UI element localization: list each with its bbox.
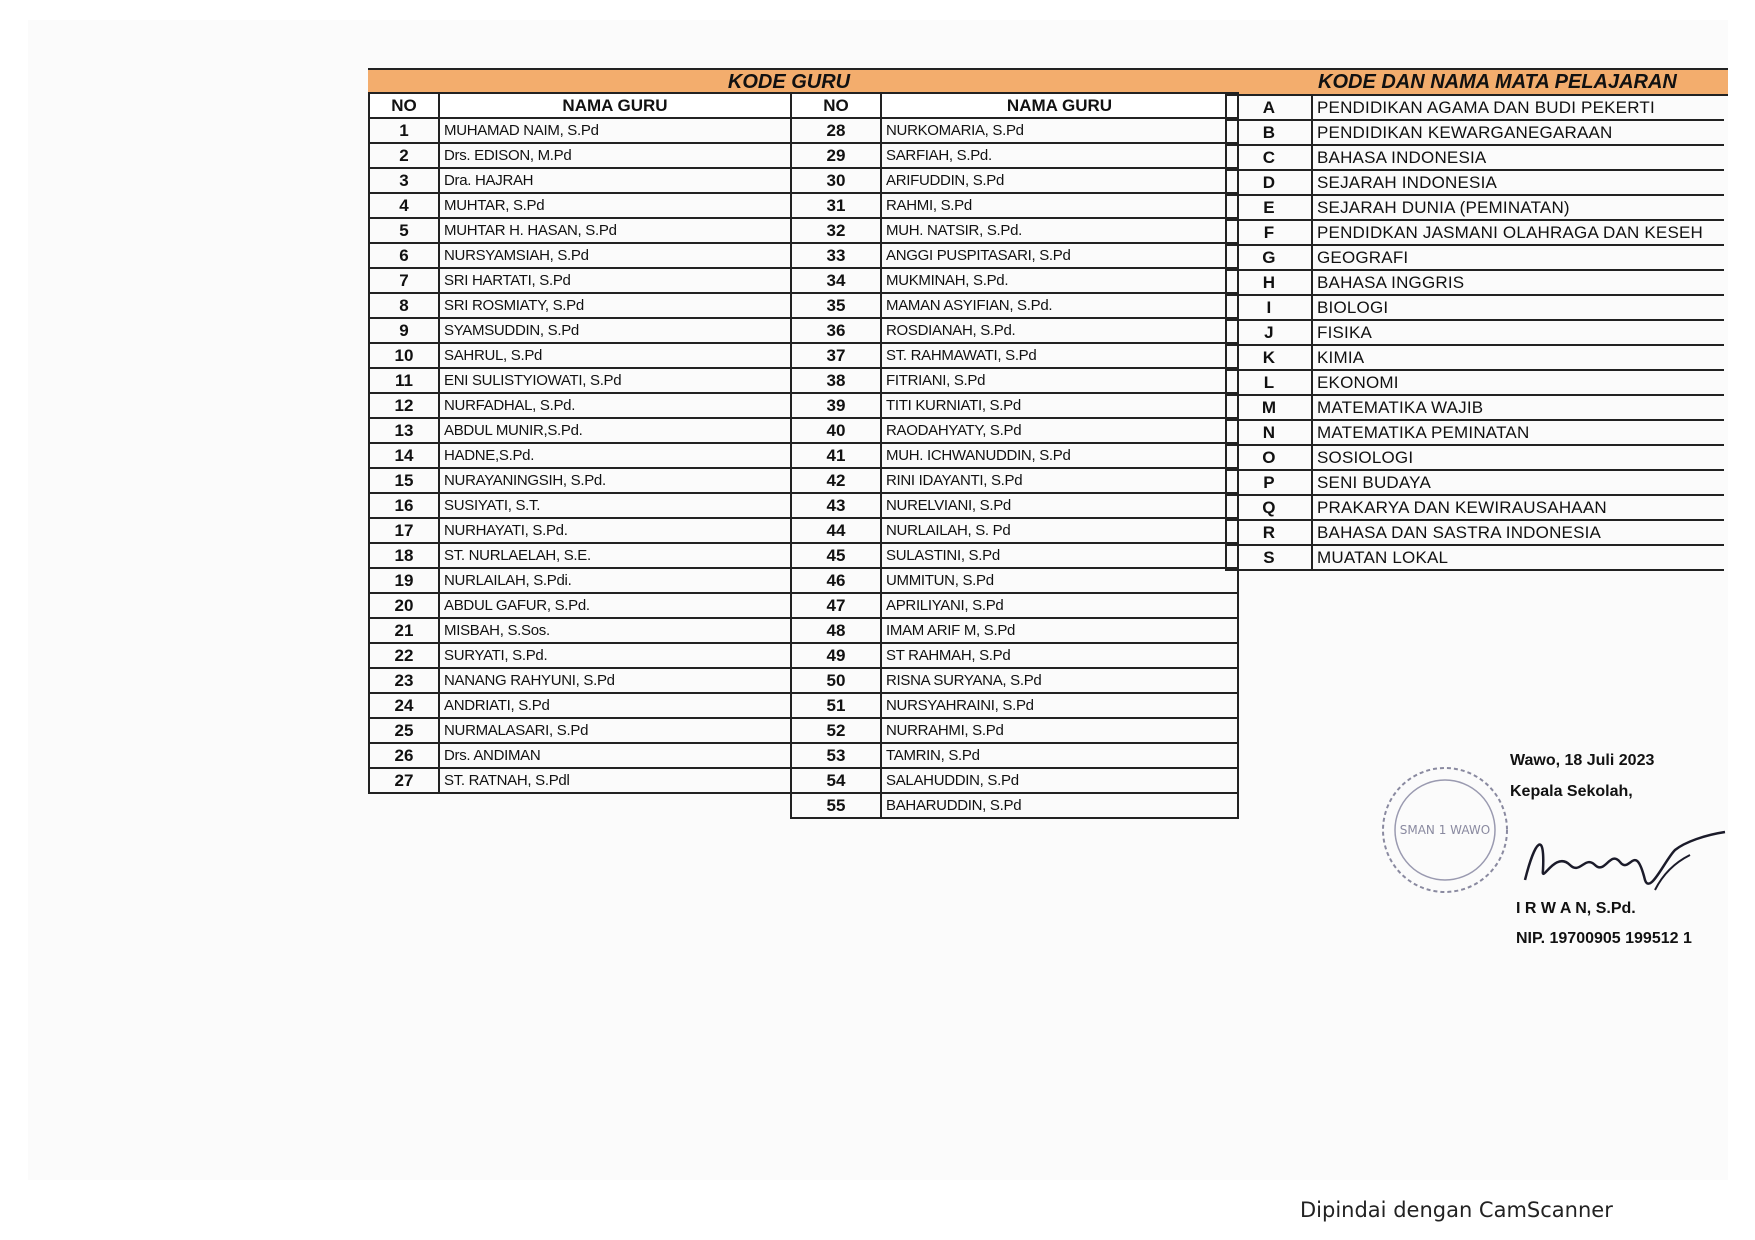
- table-row: [369, 318, 791, 343]
- guru-no: 25: [369, 718, 439, 743]
- table-row: [369, 143, 791, 168]
- guru-nama: NURSYAMSIAH, S.Pd: [439, 243, 791, 268]
- guru-no: 42: [791, 468, 881, 493]
- table-row: [1226, 445, 1724, 470]
- guru-no: 48: [791, 618, 881, 643]
- guru-nama: RISNA SURYANA, S.Pd: [881, 668, 1238, 693]
- guru-nama: IMAM ARIF M, S.Pd: [881, 618, 1238, 643]
- guru-table-right: [790, 92, 1239, 819]
- table-row: [1226, 495, 1724, 520]
- mapel-nama: PENDIDKAN JASMANI OLAHRAGA DAN KESEH: [1312, 220, 1724, 245]
- table-row: [369, 393, 791, 418]
- signature-nip: NIP. 19700905 199512 1: [1516, 930, 1692, 947]
- guru-nama: HADNE,S.Pd.: [439, 443, 791, 468]
- school-stamp-icon: [1375, 760, 1525, 900]
- table-row: [1226, 145, 1724, 170]
- mapel-kode: R: [1226, 520, 1312, 545]
- guru-no: 22: [369, 643, 439, 668]
- table-row: [369, 418, 791, 443]
- guru-nama: ST. RAHMAWATI, S.Pd: [881, 343, 1238, 368]
- mapel-kode: Q: [1226, 495, 1312, 520]
- guru-no: 20: [369, 593, 439, 618]
- guru-nama: RINI IDAYANTI, S.Pd: [881, 468, 1238, 493]
- guru-no: 50: [791, 668, 881, 693]
- guru-nama: MUHTAR H. HASAN, S.Pd: [439, 218, 791, 243]
- table-row: [369, 543, 791, 568]
- guru-nama: ROSDIANAH, S.Pd.: [881, 318, 1238, 343]
- guru-no: 4: [369, 193, 439, 218]
- table-row: [369, 743, 791, 768]
- guru-nama: ST. NURLAELAH, S.E.: [439, 543, 791, 568]
- mapel-nama: GEOGRAFI: [1312, 245, 1724, 270]
- table-row: [369, 668, 791, 693]
- table-row: [791, 193, 1238, 218]
- table-row: [369, 368, 791, 393]
- mapel-nama: PENDIDIKAN KEWARGANEGARAAN: [1312, 120, 1724, 145]
- col-no-header: NO: [791, 93, 881, 118]
- col-no-header: NO: [369, 93, 439, 118]
- table-row: [369, 593, 791, 618]
- guru-no: 47: [791, 593, 881, 618]
- table-row: [369, 343, 791, 368]
- guru-no: 39: [791, 393, 881, 418]
- table-row: [791, 218, 1238, 243]
- guru-table-left: [368, 92, 792, 794]
- table-row: [1226, 395, 1724, 420]
- guru-no: 32: [791, 218, 881, 243]
- guru-no: 34: [791, 268, 881, 293]
- guru-nama: Dra. HAJRAH: [439, 168, 791, 193]
- guru-no: 52: [791, 718, 881, 743]
- guru-no: 51: [791, 693, 881, 718]
- table-row: [791, 643, 1238, 668]
- table-row: [369, 268, 791, 293]
- mapel-nama: BAHASA INGGRIS: [1312, 270, 1724, 295]
- mapel-kode: L: [1226, 370, 1312, 395]
- guru-nama: BAHARUDDIN, S.Pd: [881, 793, 1238, 818]
- mapel-kode: O: [1226, 445, 1312, 470]
- table-row: [791, 693, 1238, 718]
- table-row: [1226, 220, 1724, 245]
- table-row: [369, 693, 791, 718]
- guru-no: 3: [369, 168, 439, 193]
- guru-nama: TITI KURNIATI, S.Pd: [881, 393, 1238, 418]
- guru-nama: NURLAILAH, S.Pdi.: [439, 568, 791, 593]
- guru-nama: MUH. ICHWANUDDIN, S.Pd: [881, 443, 1238, 468]
- table-row: [791, 293, 1238, 318]
- mapel-nama: EKONOMI: [1312, 370, 1724, 395]
- table-row: [1226, 170, 1724, 195]
- table-row: [369, 618, 791, 643]
- mapel-kode: D: [1226, 170, 1312, 195]
- table-row: [369, 118, 791, 143]
- guru-nama: RAHMI, S.Pd: [881, 193, 1238, 218]
- table-row: [369, 718, 791, 743]
- table-row: [369, 568, 791, 593]
- guru-no: 23: [369, 668, 439, 693]
- guru-nama: NURSYAHRAINI, S.Pd: [881, 693, 1238, 718]
- guru-no: 12: [369, 393, 439, 418]
- guru-nama: SYAMSUDDIN, S.Pd: [439, 318, 791, 343]
- mapel-kode: A: [1226, 95, 1312, 120]
- mapel-table: [1225, 94, 1724, 571]
- guru-nama: SUSIYATI, S.T.: [439, 493, 791, 518]
- guru-nama: SALAHUDDIN, S.Pd: [881, 768, 1238, 793]
- mapel-kode: G: [1226, 245, 1312, 270]
- table-row: [791, 668, 1238, 693]
- guru-nama: NANANG RAHYUNI, S.Pd: [439, 668, 791, 693]
- guru-no: 15: [369, 468, 439, 493]
- mapel-nama: SEJARAH DUNIA (PEMINATAN): [1312, 195, 1724, 220]
- mapel-nama: MATEMATIKA PEMINATAN: [1312, 420, 1724, 445]
- table-row: [369, 193, 791, 218]
- guru-nama: UMMITUN, S.Pd: [881, 568, 1238, 593]
- guru-no: 26: [369, 743, 439, 768]
- guru-nama: APRILIYANI, S.Pd: [881, 593, 1238, 618]
- table-row: [791, 443, 1238, 468]
- mapel-nama: BIOLOGI: [1312, 295, 1724, 320]
- mapel-nama: SENI BUDAYA: [1312, 470, 1724, 495]
- table-row: [1226, 270, 1724, 295]
- table-row: [369, 293, 791, 318]
- table-row: [1226, 420, 1724, 445]
- guru-nama: TAMRIN, S.Pd: [881, 743, 1238, 768]
- guru-no: 28: [791, 118, 881, 143]
- table-row: [369, 443, 791, 468]
- guru-no: 8: [369, 293, 439, 318]
- guru-no: 54: [791, 768, 881, 793]
- table-row: [369, 643, 791, 668]
- guru-nama: MUKMINAH, S.Pd.: [881, 268, 1238, 293]
- mapel-kode: F: [1226, 220, 1312, 245]
- guru-nama: ABDUL MUNIR,S.Pd.: [439, 418, 791, 443]
- table-row: [369, 168, 791, 193]
- table-row: [791, 568, 1238, 593]
- table-row: [791, 318, 1238, 343]
- guru-nama: ARIFUDDIN, S.Pd: [881, 168, 1238, 193]
- guru-no: 18: [369, 543, 439, 568]
- guru-no: 55: [791, 793, 881, 818]
- table-row: [1226, 545, 1724, 570]
- table-row: [1226, 295, 1724, 320]
- mapel-nama: MATEMATIKA WAJIB: [1312, 395, 1724, 420]
- mapel-kode: M: [1226, 395, 1312, 420]
- mapel-kode: E: [1226, 195, 1312, 220]
- guru-nama: NURHAYATI, S.Pd.: [439, 518, 791, 543]
- table-row: [791, 143, 1238, 168]
- table-row: [1226, 345, 1724, 370]
- guru-no: 44: [791, 518, 881, 543]
- mapel-nama: SEJARAH INDONESIA: [1312, 170, 1724, 195]
- mapel-nama: BAHASA INDONESIA: [1312, 145, 1724, 170]
- mapel-kode: P: [1226, 470, 1312, 495]
- table-row: [1226, 470, 1724, 495]
- guru-nama: Drs. ANDIMAN: [439, 743, 791, 768]
- guru-no: 27: [369, 768, 439, 793]
- table-row: [791, 343, 1238, 368]
- mapel-nama: KIMIA: [1312, 345, 1724, 370]
- guru-nama: MUH. NATSIR, S.Pd.: [881, 218, 1238, 243]
- mapel-nama: SOSIOLOGI: [1312, 445, 1724, 470]
- table-row: [369, 518, 791, 543]
- guru-nama: ANDRIATI, S.Pd: [439, 693, 791, 718]
- col-nama-header: NAMA GURU: [881, 93, 1238, 118]
- table-row: [791, 543, 1238, 568]
- guru-no: 46: [791, 568, 881, 593]
- guru-no: 7: [369, 268, 439, 293]
- table-row: [1226, 320, 1724, 345]
- mapel-nama: PRAKARYA DAN KEWIRAUSAHAAN: [1312, 495, 1724, 520]
- guru-no: 24: [369, 693, 439, 718]
- guru-no: 43: [791, 493, 881, 518]
- table-row: [369, 493, 791, 518]
- guru-nama: SRI ROSMIATY, S.Pd: [439, 293, 791, 318]
- guru-nama: NURKOMARIA, S.Pd: [881, 118, 1238, 143]
- table-row: [1226, 120, 1724, 145]
- table-row: [791, 618, 1238, 643]
- handwritten-signature-icon: [1515, 820, 1735, 900]
- guru-nama: MUHAMAD NAIM, S.Pd: [439, 118, 791, 143]
- table-row: [791, 168, 1238, 193]
- mapel-kode: C: [1226, 145, 1312, 170]
- guru-no: 13: [369, 418, 439, 443]
- guru-nama: FITRIANI, S.Pd: [881, 368, 1238, 393]
- guru-no: 16: [369, 493, 439, 518]
- mapel-nama: MUATAN LOKAL: [1312, 545, 1724, 570]
- guru-no: 49: [791, 643, 881, 668]
- guru-no: 40: [791, 418, 881, 443]
- table-row: [791, 268, 1238, 293]
- table-row: [791, 718, 1238, 743]
- guru-nama: ENI SULISTYIOWATI, S.Pd: [439, 368, 791, 393]
- table-row: [791, 243, 1238, 268]
- guru-no: 9: [369, 318, 439, 343]
- table-row: [791, 468, 1238, 493]
- guru-no: 53: [791, 743, 881, 768]
- guru-no: 14: [369, 443, 439, 468]
- mapel-title: KODE DAN NAMA MATA PELAJARAN: [1318, 71, 1677, 93]
- guru-nama: NURLAILAH, S. Pd: [881, 518, 1238, 543]
- signature-place-date: Wawo, 18 Juli 2023: [1510, 752, 1655, 769]
- mapel-kode: N: [1226, 420, 1312, 445]
- table-row: [369, 768, 791, 793]
- signature-role: Kepala Sekolah,: [1510, 783, 1633, 800]
- guru-nama: SULASTINI, S.Pd: [881, 543, 1238, 568]
- table-row: [1226, 245, 1724, 270]
- table-row: [1226, 370, 1724, 395]
- guru-nama: ABDUL GAFUR, S.Pd.: [439, 593, 791, 618]
- guru-no: 36: [791, 318, 881, 343]
- guru-nama: NURFADHAL, S.Pd.: [439, 393, 791, 418]
- signature-name: I R W A N, S.Pd.: [1516, 900, 1636, 917]
- guru-no: 5: [369, 218, 439, 243]
- table-row: [369, 468, 791, 493]
- guru-no: 41: [791, 443, 881, 468]
- mapel-nama: BAHASA DAN SASTRA INDONESIA: [1312, 520, 1724, 545]
- guru-nama: ST RAHMAH, S.Pd: [881, 643, 1238, 668]
- guru-nama: MAMAN ASYIFIAN, S.Pd.: [881, 293, 1238, 318]
- table-row: [791, 418, 1238, 443]
- mapel-kode: B: [1226, 120, 1312, 145]
- guru-nama: SRI HARTATI, S.Pd: [439, 268, 791, 293]
- guru-nama: NURAYANINGSIH, S.Pd.: [439, 468, 791, 493]
- guru-no: 38: [791, 368, 881, 393]
- guru-nama: SAHRUL, S.Pd: [439, 343, 791, 368]
- guru-nama: NURELVIANI, S.Pd: [881, 493, 1238, 518]
- guru-nama: NURRAHMI, S.Pd: [881, 718, 1238, 743]
- table-row: [791, 793, 1238, 818]
- table-row: [791, 118, 1238, 143]
- guru-no: 29: [791, 143, 881, 168]
- table-row: [369, 218, 791, 243]
- guru-no: 33: [791, 243, 881, 268]
- table-row: [369, 243, 791, 268]
- scanner-footer: Dipindai dengan CamScanner: [1300, 1198, 1613, 1222]
- guru-no: 11: [369, 368, 439, 393]
- table-row: [791, 393, 1238, 418]
- guru-no: 45: [791, 543, 881, 568]
- table-row: [1226, 195, 1724, 220]
- mapel-kode: H: [1226, 270, 1312, 295]
- guru-no: 21: [369, 618, 439, 643]
- mapel-kode: J: [1226, 320, 1312, 345]
- stamp-text: SMAN 1 WAWO: [1399, 823, 1491, 837]
- guru-no: 1: [369, 118, 439, 143]
- mapel-kode: I: [1226, 295, 1312, 320]
- mapel-nama: PENDIDIKAN AGAMA DAN BUDI PEKERTI: [1312, 95, 1724, 120]
- table-row: [1226, 95, 1724, 120]
- guru-nama: MUHTAR, S.Pd: [439, 193, 791, 218]
- guru-nama: RAODAHYATY, S.Pd: [881, 418, 1238, 443]
- mapel-kode: K: [1226, 345, 1312, 370]
- guru-no: 19: [369, 568, 439, 593]
- guru-nama: SURYATI, S.Pd.: [439, 643, 791, 668]
- guru-no: 37: [791, 343, 881, 368]
- table-row: [791, 518, 1238, 543]
- col-nama-header: NAMA GURU: [439, 93, 791, 118]
- guru-no: 2: [369, 143, 439, 168]
- kode-guru-title: KODE GURU: [727, 71, 851, 93]
- guru-no: 30: [791, 168, 881, 193]
- table-row: [791, 593, 1238, 618]
- guru-nama: ST. RATNAH, S.Pdl: [439, 768, 791, 793]
- table-row: [791, 768, 1238, 793]
- table-row: [791, 368, 1238, 393]
- guru-nama: MISBAH, S.Sos.: [439, 618, 791, 643]
- guru-nama: Drs. EDISON, M.Pd: [439, 143, 791, 168]
- mapel-nama: FISIKA: [1312, 320, 1724, 345]
- guru-nama: SARFIAH, S.Pd.: [881, 143, 1238, 168]
- guru-no: 17: [369, 518, 439, 543]
- guru-nama: ANGGI PUSPITASARI, S.Pd: [881, 243, 1238, 268]
- mapel-kode: S: [1226, 545, 1312, 570]
- guru-nama: NURMALASARI, S.Pd: [439, 718, 791, 743]
- guru-no: 31: [791, 193, 881, 218]
- table-row: [791, 743, 1238, 768]
- guru-no: 35: [791, 293, 881, 318]
- table-row: [791, 493, 1238, 518]
- guru-no: 10: [369, 343, 439, 368]
- guru-no: 6: [369, 243, 439, 268]
- table-row: [1226, 520, 1724, 545]
